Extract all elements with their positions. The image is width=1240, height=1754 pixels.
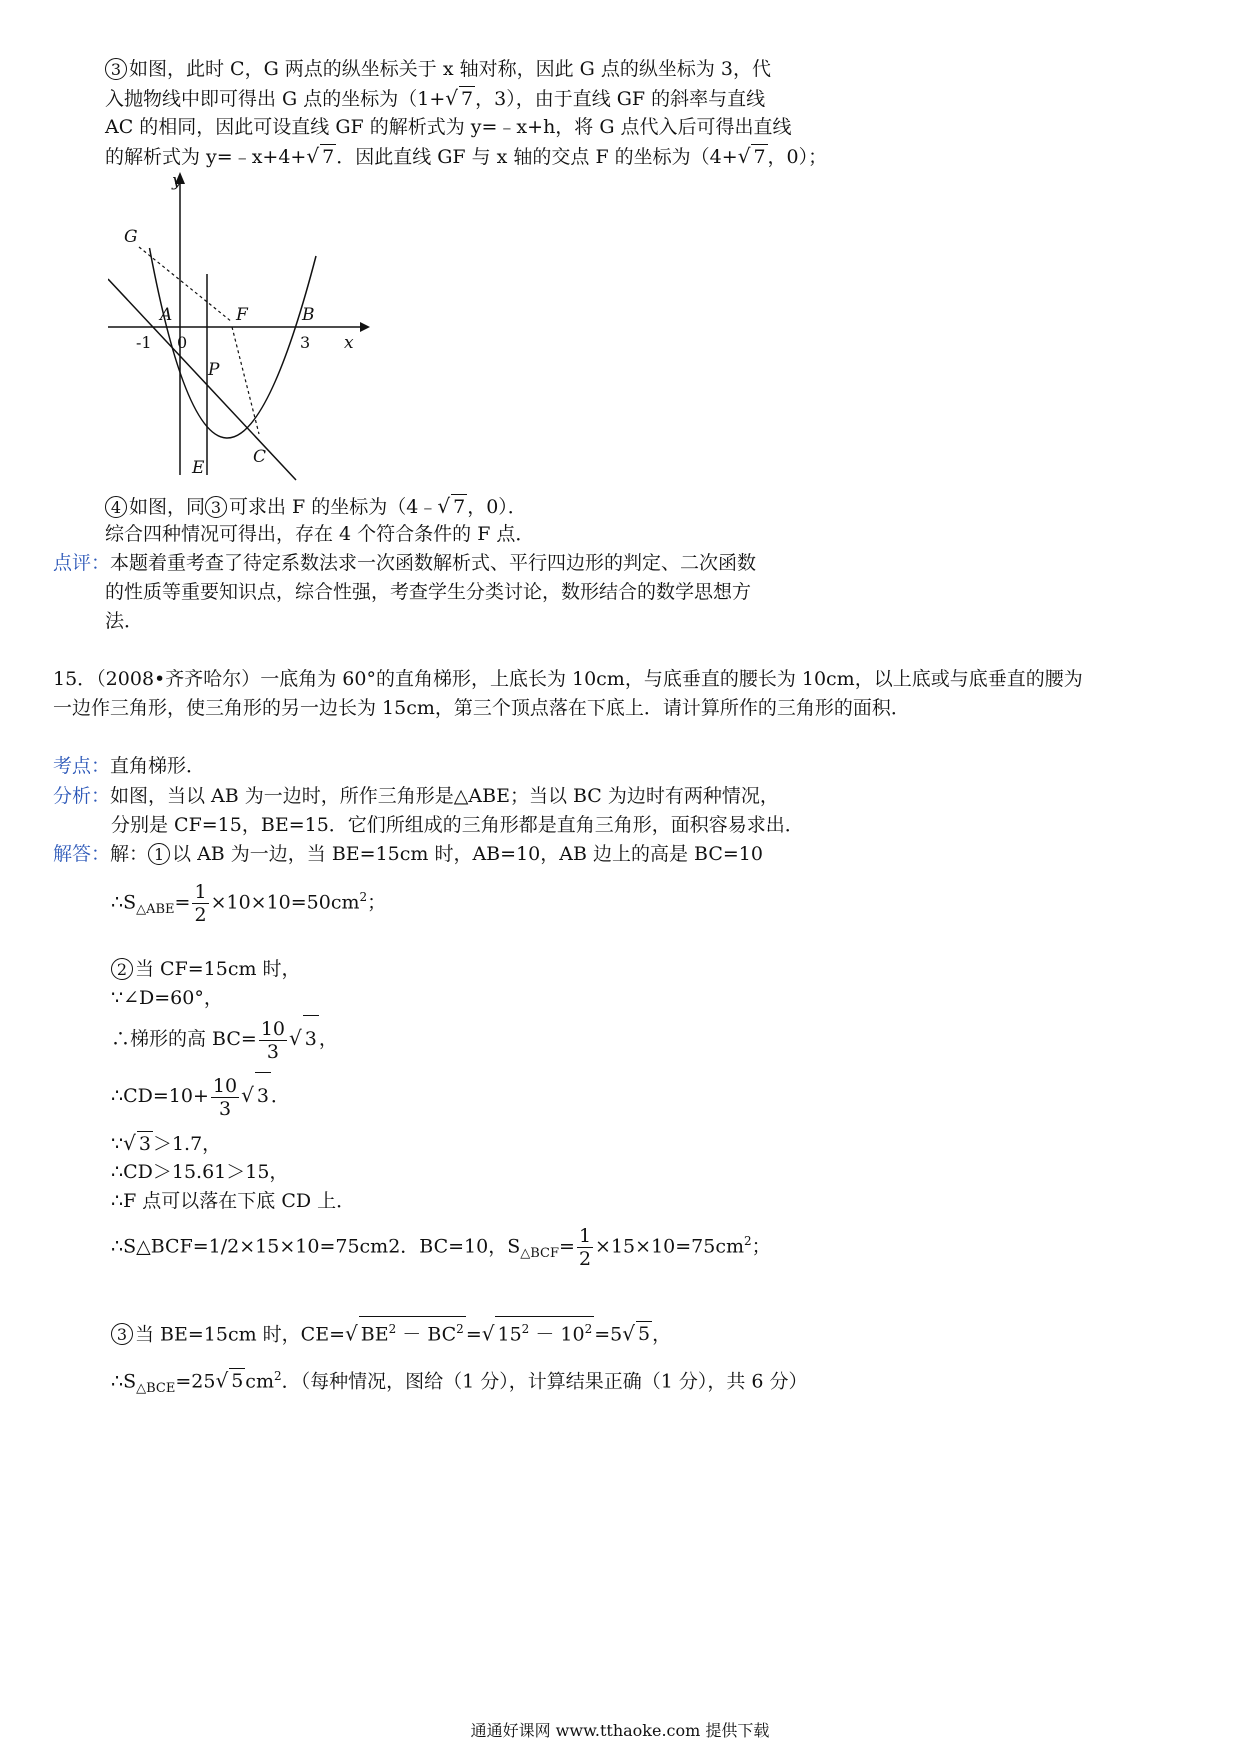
question-line1: 15．（2008•齐齐哈尔）一底角为 60°的直角梯形，上底长为 10cm，与底垂直的腰长为 10cm，以上底或与底垂直的腰为	[53, 668, 1083, 690]
area-abe: $\therefore S_{\triangle ABE}=$ $\frac{1}{2}$ $\times 10\times 10=50cm^2$；	[111, 880, 387, 926]
label-g: G	[124, 227, 138, 247]
kaodian-line: 考点：直角梯形．	[53, 755, 206, 777]
label-c: C	[253, 447, 267, 467]
jieda-line: 解答：解： 1 以 AB 为一边，当 BE=15cm 时，AB=10，AB 边上的高是 BC=10	[53, 843, 763, 865]
label-p: P	[208, 360, 220, 380]
label-b: B	[302, 305, 315, 325]
case3-line4: 的解析式为 y=﹣x+4+√ 7 ．因此直线 GF 与 x 轴的交点 F 的坐标为（4+√ 7 ，0）；	[105, 144, 828, 168]
line-ac	[108, 279, 296, 480]
case4-line: 4 如图，同 3 可求出 F 的坐标为（4﹣√ 7 ，0）．	[105, 494, 527, 519]
x-axis-arrow	[360, 322, 370, 332]
label-minus1: -1	[136, 333, 152, 352]
case3-line3: AC 的相同，因此可设直线 GF 的解析式为 y=﹣x+h，将 G 点代入后可得出直线	[105, 116, 792, 138]
circled-3: 3	[105, 58, 127, 80]
cd-ineq-line: ∴CD＞15.61＞15，	[111, 1161, 289, 1183]
summary-line: 综合四种情况可得出，存在 4 个符合条件的 F 点．	[105, 523, 535, 545]
comment-line2: 的性质等重要知识点，综合性强，考查学生分类讨论，数形结合的数学思想方	[105, 581, 752, 603]
f-on-cd-line: ∴F 点可以落在下底 CD 上．	[111, 1190, 356, 1212]
parabola	[150, 248, 317, 438]
label-3: 3	[300, 333, 311, 352]
case3-line2: 入抛物线中即可得出 G 点的坐标为（1+√ 7 ，3），由于直线 GF 的斜率与直线	[105, 86, 766, 110]
label-origin: 0	[177, 333, 188, 352]
label-a: A	[160, 305, 173, 325]
footer: 通通好课网 www.tthaoke.com 提供下载	[470, 1721, 770, 1740]
case2-line: 2 当 CF=15cm 时，	[111, 957, 301, 981]
question-line2: 一边作三角形，使三角形的另一边长为 15cm，第三个顶点落在下底上．请计算所作的三角形的面积．	[53, 697, 910, 719]
label-f: F	[236, 305, 248, 325]
area-bce: $\therefore S_{\triangle BCE}=25√$ 5 $cm^2$．（每种情况，图给（1 分），计算结果正确（1 分），共 6 分）	[111, 1368, 808, 1397]
label-x: x	[344, 333, 354, 353]
case3-line1: 3 如图，此时 C，G 两点的纵坐标关于 x 轴对称，因此 G 点的纵坐标为 3，代	[105, 57, 771, 81]
cd-line: ∴CD=10+ $\frac{10}{3}$ √ 3 ．	[111, 1072, 290, 1120]
sqrt3-ineq-line: ∵√ 3 ＞1.7，	[111, 1131, 222, 1155]
fenxi-line1: 分析：如图，当以 AB 为一边时，所作三角形是△ABE；当以 BC 为边时有两种情况，	[53, 785, 779, 807]
area-bcf: ∴S△BCF=1/2×15×10=75cm2．BC=10，$S_{\triangle BCF}=$ $\frac{1}{2}$ $\times 15\times 10=75cm^2$；	[111, 1224, 771, 1270]
case3-ce-line: 3 当 BE=15cm 时，CE=√ $BE^2 - BC^2$ =√ $15^2 - 10^2 =5√$ 5 ，	[111, 1316, 671, 1346]
dotted-gf	[139, 247, 232, 322]
label-y: y	[172, 171, 182, 191]
parabola-figure	[108, 170, 378, 482]
height-bc-line: ∴梯形的高 BC= $\frac{10}{3}$ √ 3 ，	[111, 1015, 338, 1063]
angle-d-line: ∵∠D=60°，	[111, 987, 223, 1009]
comment-line1: 点评：本题着重考查了待定系数法求一次函数解析式、平行四边形的判定、二次函数	[53, 552, 757, 574]
fenxi-line2: 分别是 CF=15，BE=15．它们所组成的三角形都是直角三角形，面积容易求出．	[111, 814, 804, 836]
comment-line3: 法．	[105, 610, 144, 632]
label-e: E	[192, 458, 205, 478]
